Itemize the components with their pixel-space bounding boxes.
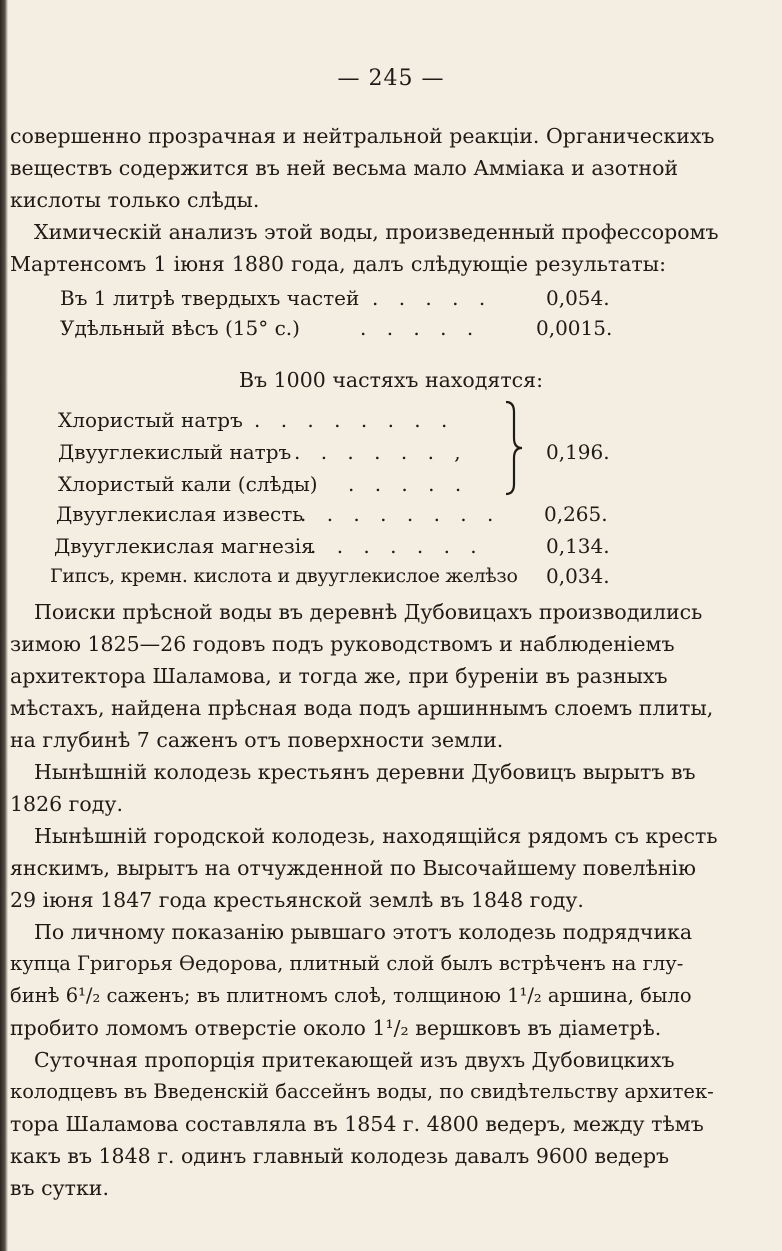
text-line: 29 іюня 1847 года крестьянской землѣ въ 1848 году. [10,888,584,912]
text-line: янскимъ, вырытъ на отчужденной по Высочайшему повелѣнію [10,856,696,880]
result-label: Удѣльный вѣсъ (15° с.) [60,316,300,340]
component-row [58,436,518,468]
text-line: мѣстахъ, найдена прѣсная вода подъ аршиннымъ слоемъ плиты, [10,696,714,720]
component-label: Хлористый натръ [58,408,243,432]
result-row [60,312,660,344]
dot-leader: . . . . . . . . [254,408,455,432]
dot-leader: . . . . . . , [294,440,468,464]
dot-leader: . . . . . [348,472,469,496]
text-line: кислоты только слѣды. [10,188,260,212]
component-row [56,498,666,530]
component-row [50,560,666,592]
component-row [58,468,518,500]
text-line: Химическій анализъ этой воды, произведенный профессоромъ [34,220,719,244]
text-line: пробито ломомъ отверстіе около 1¹/₂ вершковъ въ діаметрѣ. [10,1016,662,1040]
component-row [54,530,666,562]
text-line: Суточная пропорція притекающей изъ двухъ Дубовицкихъ [34,1048,675,1072]
text-line: По личному показанію рывшаго этотъ колодезь подрядчика [34,920,693,944]
component-row [58,404,518,436]
dot-leader: . . . . . . . [310,534,484,558]
text-line: въ сутки. [10,1176,109,1200]
text-line: бинѣ 6¹/₂ саженъ; въ плитномъ слоѣ, толщиною 1¹/₂ аршина, было [10,984,692,1007]
text-line: Поиски прѣсной воды въ деревнѣ Дубовицахъ производились [34,600,703,624]
result-value: 0,054. [546,286,610,310]
text-line: 1826 году. [10,792,123,816]
text-line: тора Шаламова составляла въ 1854 г. 4800 ведеръ, между тѣмъ [10,1112,704,1136]
component-value: 0,034. [546,564,610,588]
text-line: совершенно прозрачная и нейтральной реакціи. Органическихъ [10,124,715,148]
dot-leader: . . . . . [372,286,493,310]
result-value: 0,0015. [536,316,613,340]
composition-subheading: Въ 1000 частяхъ находятся: [239,368,543,392]
page-number: — 245 — [337,66,445,91]
dot-leader: . . . . . . . . [300,502,501,526]
component-group-value-row [546,436,666,468]
component-value: 0,196. [546,440,610,464]
result-label: Въ 1 литрѣ твердыхъ частей [60,286,360,310]
text-line: какъ въ 1848 г. одинъ главный колодезь давалъ 9600 ведеръ [10,1144,670,1168]
text-line: колодцевъ въ Введенскій бассейнъ воды, по свидѣтельству архитек- [10,1080,714,1103]
component-label: Гипсъ, кремн. кислота и двууглекислое желѣзо [50,565,518,587]
text-line: Нынѣшній колодезь крестьянъ деревни Дубовицъ вырытъ въ [34,760,696,784]
component-label: Хлористый кали (слѣды) [58,472,318,496]
component-label: Двууглекислый натръ [58,440,292,464]
component-label: Двууглекислая магнезія [54,534,314,558]
text-line: купца Григорья Өедорова, плитный слой былъ встрѣченъ на глу- [10,952,684,975]
component-value: 0,265. [544,502,608,526]
grouping-brace [500,400,524,496]
text-line: Нынѣшній городской колодезь, находящійся рядомъ съ кресть [34,824,718,848]
component-label: Двууглекислая известь [56,502,304,526]
text-line: веществъ содержится въ ней весьма мало Аммiака и азотной [10,156,679,180]
result-row [60,282,660,314]
component-value: 0,134. [546,534,610,558]
text-line: зимою 1825—26 годовъ подъ руководствомъ и наблюденіемъ [10,632,675,656]
text-line: Мартенсомъ 1 іюня 1880 года, далъ слѣдующіе результаты: [10,252,666,276]
text-line: на глубинѣ 7 саженъ отъ поверхности земли. [10,728,504,752]
text-line: архитектора Шаламова, и тогда же, при буреніи въ разныхъ [10,664,668,688]
dot-leader: . . . . . [360,316,481,340]
